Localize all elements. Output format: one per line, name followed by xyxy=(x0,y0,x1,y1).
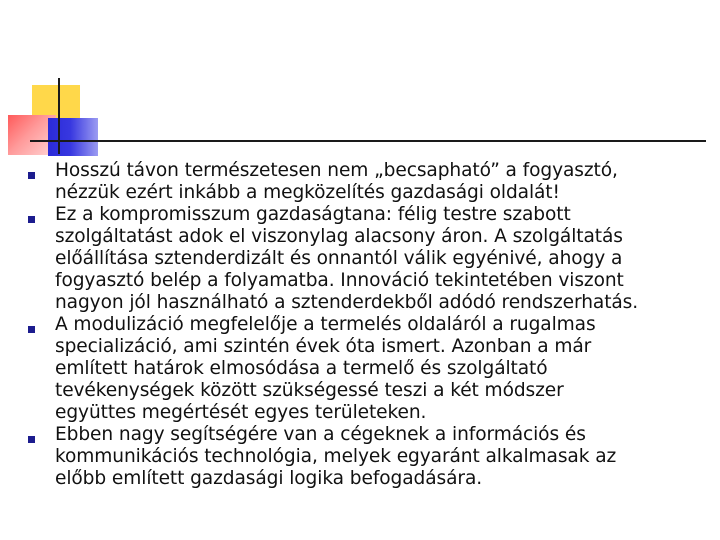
text-line: említett határok elmosódása a termelő és szolgáltató xyxy=(55,358,548,379)
text-line: együttes megértését egyes területeken. xyxy=(55,402,427,423)
decorative-vertical-line xyxy=(58,78,60,154)
text-line: Ebben nagy segítségére van a cégeknek a információs és xyxy=(55,424,586,445)
text-line: előbb említett gazdasági logika befogadására. xyxy=(55,468,483,489)
bullet-text xyxy=(55,424,714,490)
text-line: tevékenységek között szükségessé teszi a két módszer xyxy=(55,380,564,401)
text-line: nézzük ezért inkább a megközelítés gazdasági oldalát! xyxy=(55,182,560,203)
bullet-item-4 xyxy=(24,424,714,490)
bullet-item-2 xyxy=(24,204,714,314)
decorative-blue-square xyxy=(48,118,98,156)
square-bullet-icon xyxy=(24,160,55,182)
bullet-text xyxy=(55,160,714,204)
text-line: specializáció, ami szintén évek óta ismert. Azonban a már xyxy=(55,336,592,357)
bullet-list xyxy=(24,160,714,490)
bullet-item-1 xyxy=(24,160,714,204)
square-bullet-icon xyxy=(24,314,55,336)
text-line: előállítása sztenderdizált és onnantól válik egyénivé, ahogy a xyxy=(55,248,623,269)
text-line: Hosszú távon természetesen nem „becsapható” a fogyasztó, xyxy=(55,160,618,181)
bullet-text xyxy=(55,314,714,424)
bullet-text xyxy=(55,204,714,314)
text-line: kommunikációs technológia, melyek egyaránt alkalmasak az xyxy=(55,446,617,467)
text-line: Ez a kompromisszum gazdaságtana: félig testre szabott xyxy=(55,204,571,225)
text-line: A modulizáció megfelelője a termelés oldaláról a rugalmas xyxy=(55,314,596,335)
square-bullet-icon xyxy=(24,424,55,446)
text-line: fogyasztó belép a folyamatba. Innováció tekintetében viszont xyxy=(55,270,624,291)
square-bullet-icon xyxy=(24,204,55,226)
text-line: szolgáltatást adok el viszonylag alacsony áron. A szolgáltatás xyxy=(55,226,623,247)
text-line: nagyon jól használható a sztenderdekből adódó rendszerhatás. xyxy=(55,292,639,313)
bullet-item-3 xyxy=(24,314,714,424)
title-divider-line xyxy=(30,140,706,142)
